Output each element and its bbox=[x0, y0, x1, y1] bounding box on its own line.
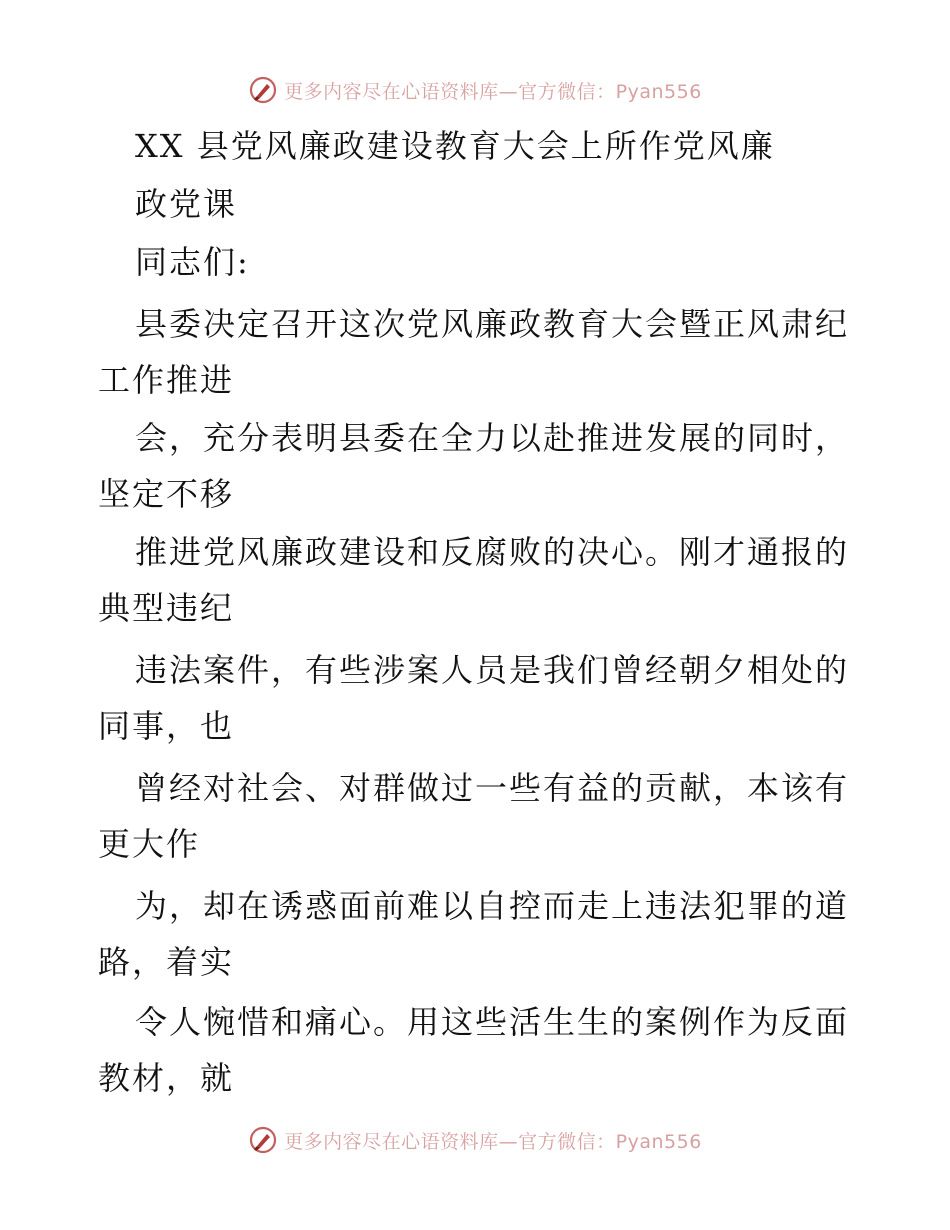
watermark-text: 更多内容尽在心语资料库—官方微信：Pyan556 bbox=[284, 80, 702, 103]
paragraph-line: 同事，也 bbox=[98, 707, 235, 745]
paragraph-line: 违法案件，有些涉案人员是我们曾经朝夕相处的 bbox=[135, 651, 850, 689]
pen-nib-circle-icon bbox=[248, 75, 278, 105]
paragraph-line: 典型违纪 bbox=[98, 589, 235, 627]
salutation: 同志们: bbox=[135, 243, 250, 281]
bottom-watermark-banner bbox=[0, 1120, 950, 1160]
paragraph-line: 推进党风廉政建设和反腐败的决心。刚才通报的 bbox=[135, 533, 850, 571]
paragraph-line: 坚定不移 bbox=[98, 475, 235, 513]
watermark-text: 更多内容尽在心语资料库—官方微信：Pyan556 bbox=[284, 1130, 702, 1153]
paragraph-line: 令人惋惜和痛心。用这些活生生的案例作为反面 bbox=[135, 1003, 850, 1041]
paragraph-line: 县委决定召开这次党风廉政教育大会暨正风肃纪 bbox=[135, 305, 850, 343]
pen-nib-circle-icon bbox=[248, 1125, 278, 1155]
document-title-line-2: 政党课 bbox=[135, 185, 238, 223]
paragraph-line: 路，着实 bbox=[98, 943, 235, 981]
paragraph-line: 更大作 bbox=[98, 825, 201, 863]
paragraph-line: 工作推进 bbox=[98, 361, 235, 399]
document-title-line-1: XX 县党风廉政建设教育大会上所作党风廉 bbox=[135, 127, 775, 165]
paragraph-line: 曾经对社会、对群做过一些有益的贡献，本该有 bbox=[135, 769, 850, 807]
paragraph-line: 会，充分表明县委在全力以赴推进发展的同时， bbox=[135, 419, 850, 457]
top-watermark-banner bbox=[0, 70, 950, 110]
paragraph-line: 教材，就 bbox=[98, 1059, 235, 1097]
paragraph-line: 为，却在诱惑面前难以自控而走上违法犯罪的道 bbox=[135, 887, 850, 925]
